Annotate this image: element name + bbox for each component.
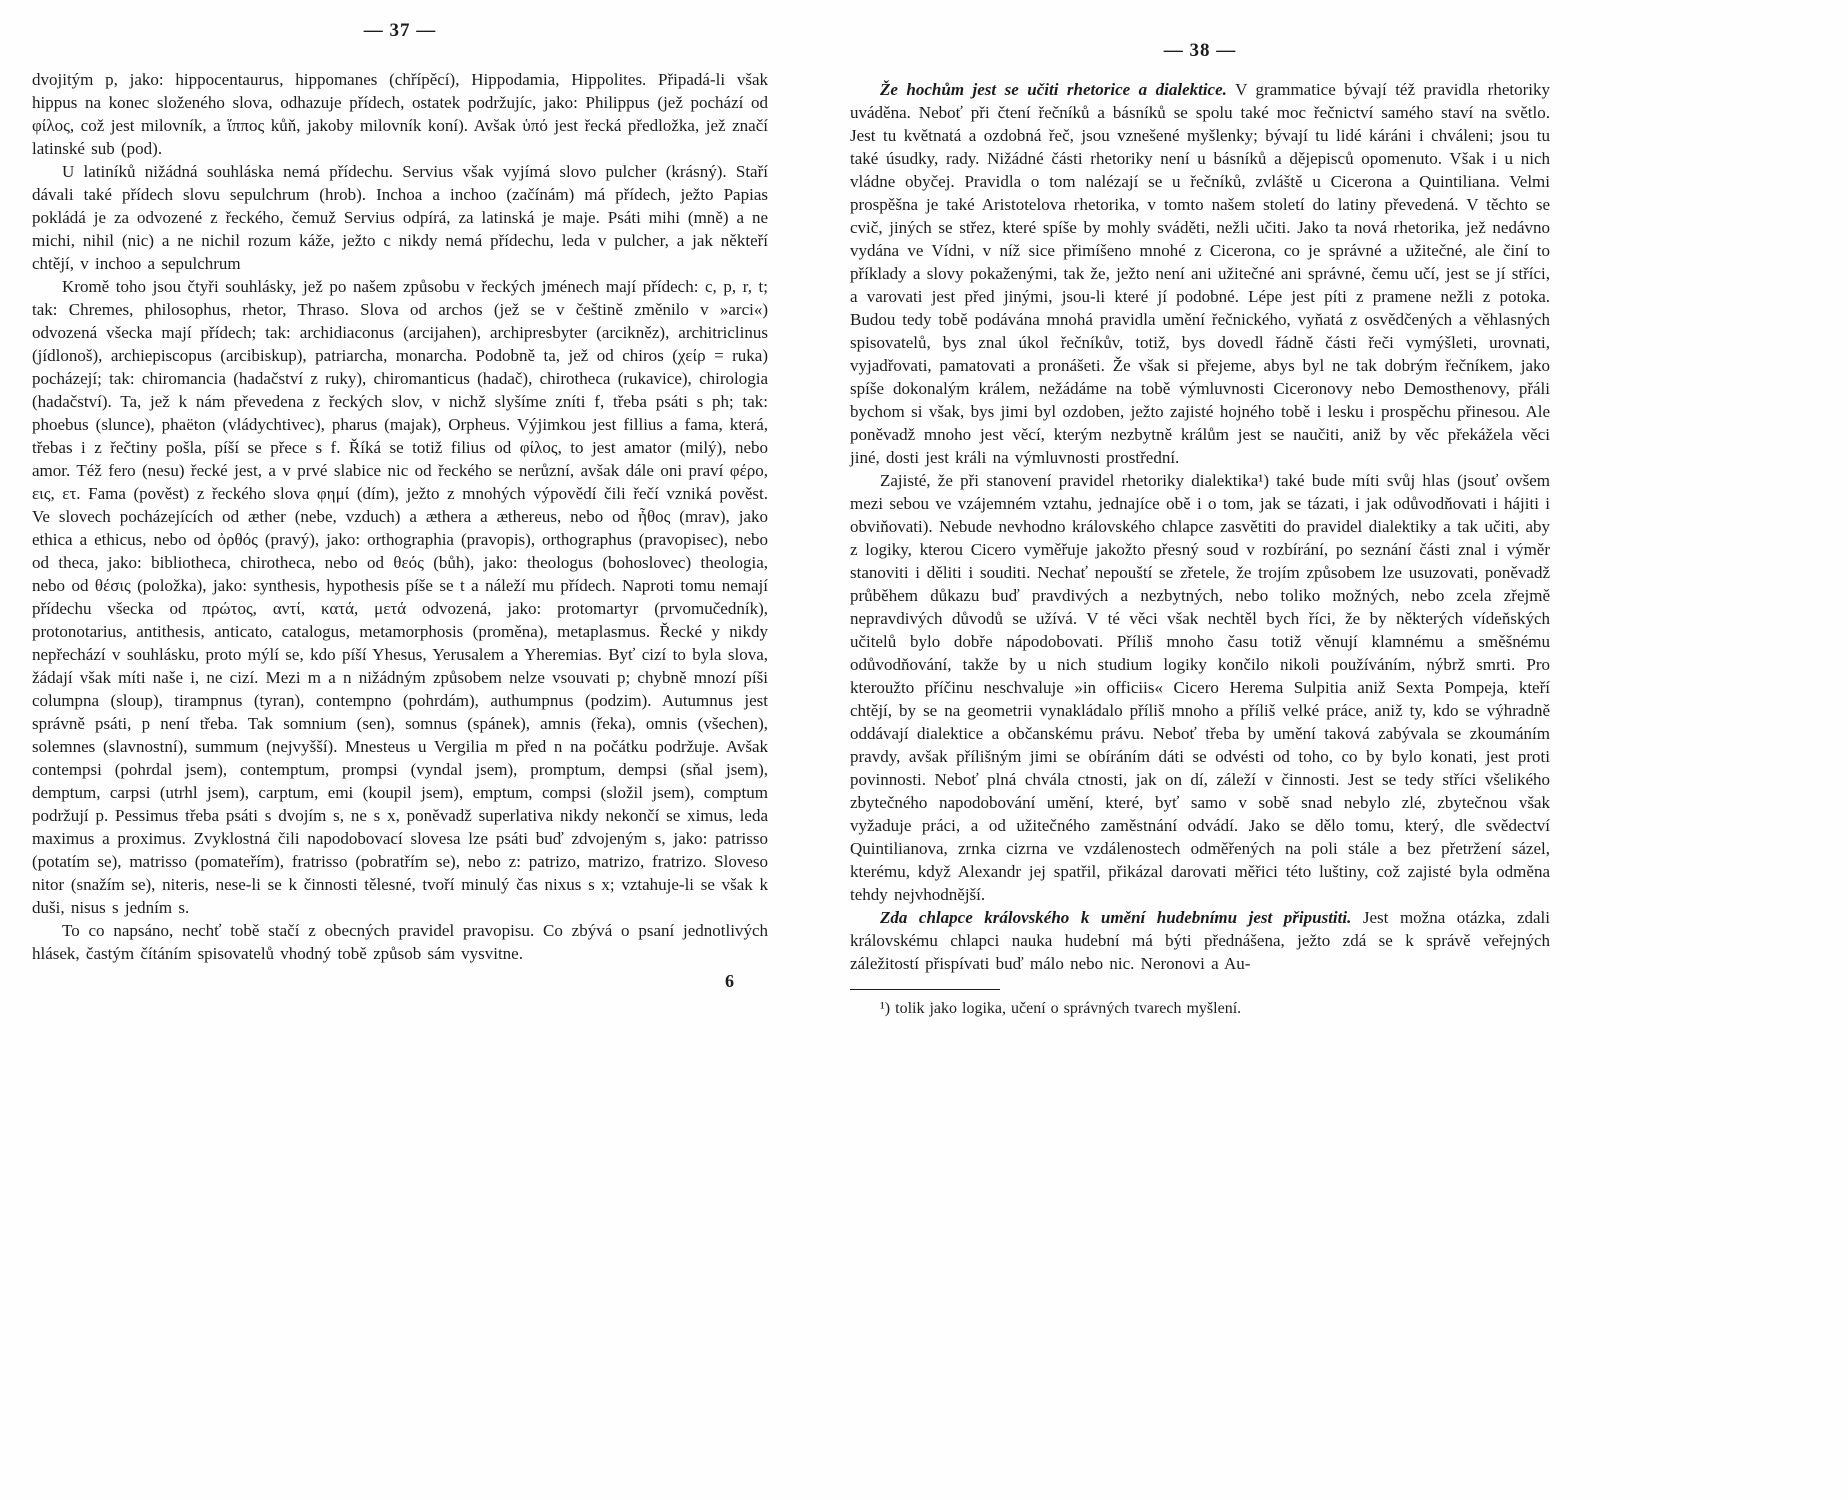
paragraph-body: V grammatice bývají též pravidla rhetoriky uváděna. Neboť při čtení řečníků a básníků se spolu také moc řečnictví samého staví na světlo. Jest tu květnatá a ozdobná řeč, jsou vznešené myšlenky; bývají tu lidé káráni i chváleni; jsou tu také úsudky, rady. Nižádné části rhetoriky není u básníků a dějepisců opomenuto. Však i u nich vládne obyčej. Pravidla o tom nalézají se u řečníků, zvláště u Cicerona a Quintiliana. Velmi prospěšna je také Aristotelova rhetorika, v tomto našem století do latiny převedená. V těchto se cvič, jiných se střez, které spíše by mohly sváděti, nežli učiti. Jako ta nová rhetorika, jež nedávno vydána ve Vídni, v níž sice přimíšeno mnohé z Cicerona, co je správné a užitečné, ale činí to příklady a slovy pokaženými, tak že, ježto není ani užitečné ani správné, čemu učí, jest se jí stříci, a varovati jest před jinými, jsou-li které jí podobné. Lépe jest píti z pramene nežli z potoka. Budou tedy tobě podávána mnohá pravidla umění řečnického, vyňatá z osvědčených a věhlasných spisovatelů, bys znal úkol řečníkův, totiž, bys dovedl řádně části řeči vymýšleti, urovnati, vyjadřovati, pamatovati a pronášeti. Že však si přejeme, abys byl ne tak dobrým řečníkem, jako spíše dokonalým králem, nežádáme na tobě výmluvnosti Ciceronovy nebo Demosthenovy, přáli bychom si však, bys jimi byl ozdoben, ježto zajisté hojného tobě i lesku i prospěchu přinesou. Ale poněvadž mnoho jest věcí, kterým nezbytně králům jest se naučiti, aniž by věc překážela věci jiné, dosti jest králi na výmluvnosti prostřední. bbox=[850, 80, 1550, 467]
page-37-header: — 37 — bbox=[363, 20, 437, 41]
page-37-paragraph-3: Kromě toho jsou čtyři souhlásky, jež po našem způsobu v řeckých jménech mají přídech: c, p, r, t; tak: Chremes, philosophus, rhetor, Thraso. Slova od archos (jež se v češtině změnilo v »arci«) odvozená všecka mají přídech; tak: archidiaconus (arcijahen), archipresbyter (arcikněz), architriclinus (jídlonoš), archiepiscopus (arcibiskup), patriarcha, monarcha. Podobně ta, jež od chiros (χείρ = ruka) pocházejí; tak: chiromancia (hadačství z ruky), chiromanticus (hadač), chirotheca (rukavice), chirologia (hadačství). Ta, jež k nám převedena z řeckých slov, v nichž slyšíme zníti f, třeba psáti s ph; tak: phoebus (slunce), phaëton (vládychtivec), pharus (majak), Orpheus. Výjimkou jest fillius a fama, která, třebas i z řečtiny pošla, píší se přece s f. Říká se totiž filius od φίλος, to jest amator (milý), nebo amor. Též fero (nesu) řecké jest, a v prvé slabice nic od řeckého se nerůzní, avšak dále oni praví φέρο, εις, ετ. Fama (pověst) z řeckého slova φημί (dím), ježto z mnohých výpovědí čili řečí vzniká pověst. Ve slovech pocházejících od æther (nebe, vzduch) a æthera a æthereus, nebo od ἦθος (mrav), jako ethica a ethicus, nebo od ὀρθός (pravý), jako: orthographia (pravopis), orthographus (pravopisec), nebo od theca, jako: bibliotheca, chirotheca, nebo od θεός (bůh), jako: theologus (bohoslovec) theologia, nebo od θέσις (položka), jako: synthesis, hypothesis píše se t a náleží mu přídech. Naproti tomu nemají přídechu všecka od πρώτος, αντί, κατά, μετά odvozená, jako: protomartyr (prvomučedník), protonotarius, antithesis, anticato, catalogus, metamorphosis (proměna), metaplasmus. Řecké y nikdy nepřechází v souhlásku, proto mýlí se, kdo píší Yhesus, Yerusalem a Yheremias. Byť cizí to byla slova, žádají však míti naše i, ne cizí. Mezi m a n nižádným způsobem nelze vsouvati p; chybně mnozí píši columpna (sloup), tirampnus (tyran), contempno (pohrdám), authumpnus (podzim). Autumnus jest správně psáti, p není třeba. Tak somnium (sen), somnus (spánek), amnis (řeka), omnis (všechen), solemnes (slavnostní), summum (nejvyšší). Mnesteus u Vergilia m před n na počátku podržuje. Avšak contempsi (pohrdal jsem), contemptum, prompsi (vyndal jsem), promptum, dempsi (sňal jsem), demptum, carpsi (utrhl jsem), carptum, emi (koupil jsem), emptum, compsi (složil jsem), comptum podržují p. Pessimus třeba psáti s dvojím s, ne s x, poněvadž superlativa nikdy nekončí se ximus, leda maximus a proximus. Zvyklostná čili napodobovací slovesa lze psáti buď zdvojeným s, jako: patrisso (potatím se), matrisso (pomateřím), fratrisso (pobratřím se), nebo z: patrizo, matrizo, fratrizo. Sloveso nitor (snažím se), niteris, nese-li se k činnosti tělesné, tvoří minulý čas nixus s x; vztahuje-li se však k duši, nisus s jedním s. bbox=[32, 277, 768, 917]
footnote-divider bbox=[850, 989, 1000, 990]
page-38-header: — 38 — bbox=[1163, 40, 1237, 61]
page-37-paragraph-2: U latiníků nižádná souhláska nemá přídechu. Servius však vyjímá slovo pulcher (krásný). Staří dávali také přídech slovu sepulchrum (hrob). Inchoa a inchoo (začínám) má přídech, ježto Papias pokládá je za odvozené z řeckého, čemuž Servius odpírá, za latinská je maje. Psáti mihi (mně) a ne michi, nihil (nic) a ne nichil rozum káže, ježto c nikdy nemá přídechu, leda v pulcher, a jak někteří chtějí, v inchoo a sepulchrum bbox=[32, 162, 768, 273]
page-37 bbox=[32, 0, 768, 992]
page-37-paragraph-4: To co napsáno, nechť tobě stačí z obecných pravidel pravopisu. Co zbývá o psaní jednotlivých hlásek, častým čítáním spisovatelů vhodný tobě způsob sám vysvitne. bbox=[32, 921, 768, 963]
page-38 bbox=[850, 0, 1550, 1019]
page-37-paragraph-1: dvojitým p, jako: hippocentaurus, hippomanes (chřípěcí), Hippodamia, Hippolites. Připadá-li však hippus na konec složeného slova, odhazuje přídech, ostatek podržujíc, jako: Philippus (jež pochází od φίλος, což jest milovník, a ἵππος kůň, jakoby milovník koní). Avšak ὑπό jest řecká předložka, jež značí latinské sub (pod). bbox=[32, 70, 768, 158]
footnote-text: ¹) tolik jako logika, učení o správných tvarech myšlení. bbox=[880, 1000, 1242, 1017]
paragraph-lead-heading: Že hochům jest se učiti rhetorice a dialektice. bbox=[880, 80, 1227, 99]
paragraph-body: Jest možna otázka, zdali královskému chlapci nauka hudební má býti přednášena, ježto zdá se k správě veřejných záležitostí přispívati buď málo nebo nic. Neronovi a Au- bbox=[850, 908, 1550, 973]
page-38-paragraph-2: Zajisté, že při stanovení pravidel rhetoriky dialektika¹) také bude míti svůj hlas (jsouť ovšem mezi sebou ve vzájemném vztahu, jednajíce obě i o tom, jak se tázati, i jak odůvodňovati i hájiti i obviňovati). Nebude nevhodno královského chlapce zasvětiti do pravidel dialektiky a tak učiti, aby z logiky, kterou Cicero vyměřuje jakožto přesný soud v rozbírání, po seznání části znal i výměr stanoviti i děliti i souditi. Nechať nepouští se zřetele, že trojím způsobem lze usuzovati, poněvadž průběhem důkazu buď pravdivých a nezbytných, nebo toliko možných, nebo zcela zřejmě nepravdivých důvodů se užívá. V té věci však nechtěl bych říci, že by některých vídeňských učitelů bylo dobře nápodobovati. Příliš mnoho času totiž věnují klamnému a směšnému odůvodňování, takže by u nich studium logiky končilo nikoli používáním, nýbrž smrti. Pro kteroužto příčinu neschvaluje »in officiis« Cicero Herema Sulpitia aniž Sexta Pompeja, kteří chtějí, by se na geometrii vynakládalo příliš mnoho a příliš velké práce, aniž ty, kdo se výhradně oddávají dialektice a občanskému právu. Neboť třeba by umění taková zabývala se zkoumáním pravdy, avšak přílišným jimi se obíráním dáti se odvésti od toho, co by bylo konati, jest proti povinnosti. Neboť plná chvála ctnosti, jak on dí, záleží v činnosti. Jest se tedy stříci všelikého zbytečného napodobování umění, které, byť samo v sobě snad nebylo zlé, zbytečnou však vyžaduje práci, a od užitečného zaměstnání odvádí. Jako se dělo tomu, který, dle svědectví Quintilianova, zrnka cizrna ve vzdálenostech odměřených na poli stále a bez přetržení sázel, kterému, když Alexandr jej spatřil, přikázal darovati měřici této luštiny, což zajisté byla odměna tehdy nejvhodnější. bbox=[850, 471, 1550, 904]
footnote bbox=[850, 989, 1550, 1019]
page-38-paragraph-3 bbox=[850, 906, 1550, 975]
page-38-paragraph-1 bbox=[850, 78, 1550, 469]
sheet-signature-number: 6 bbox=[725, 971, 734, 991]
paragraph-lead-heading: Zda chlapce královského k umění hudebnímu jest připustiti. bbox=[880, 908, 1352, 927]
